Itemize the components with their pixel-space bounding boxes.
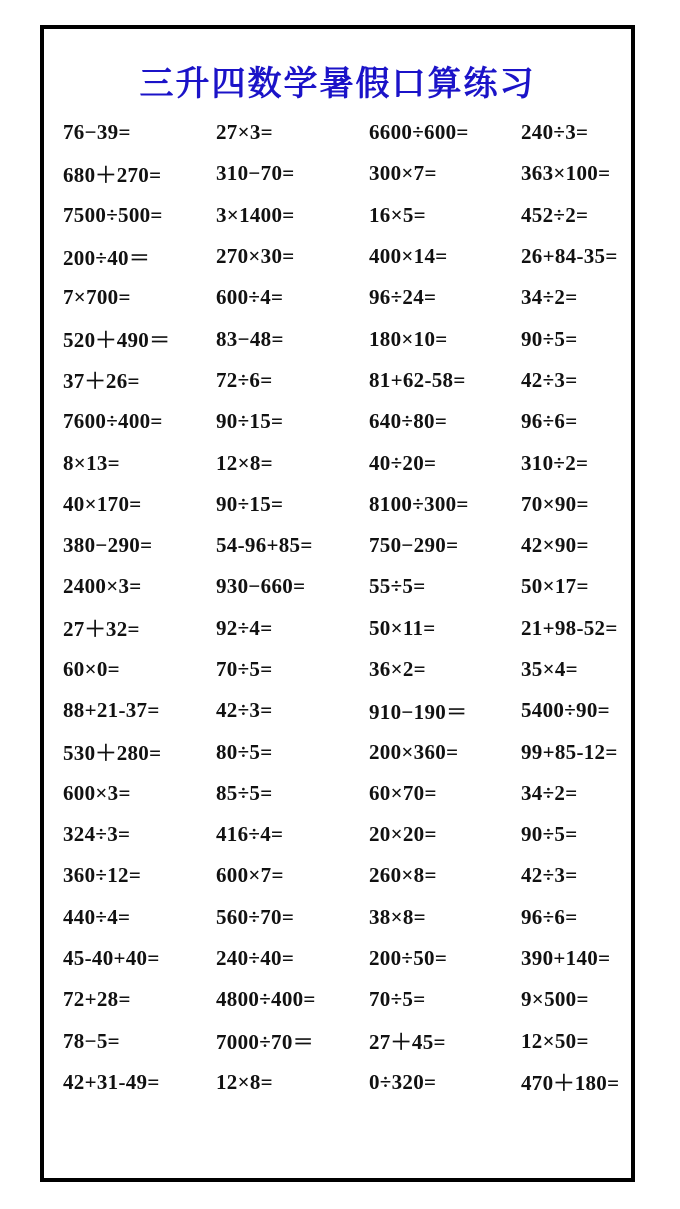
problem-cell: 530＋280= [63, 741, 162, 766]
problem-cell: 21+98-52= [521, 615, 618, 640]
problem-cell: 452÷2= [521, 202, 589, 227]
problem-cell: 80÷5= [216, 739, 273, 764]
problem-cell: 363×100= [521, 161, 611, 186]
problem-cell: 42×90= [521, 533, 589, 558]
problem-cell: 9×500= [521, 987, 589, 1012]
problem-cell: 60×0= [63, 657, 120, 681]
problem-cell: 12×50= [521, 1028, 589, 1053]
problem-cell: 40÷20= [369, 450, 437, 475]
problem-cell: 7600÷400= [63, 409, 163, 434]
problem-cell: 37＋26= [63, 369, 140, 394]
problem-cell: 300×7= [369, 161, 437, 186]
problem-cell: 12×8= [216, 1069, 273, 1094]
problem-cell: 36×2= [369, 657, 426, 681]
problem-cell: 27＋45= [369, 1030, 446, 1055]
problem-cell: 40×170= [63, 491, 142, 516]
problem-cell: 240÷3= [521, 120, 589, 145]
problem-cell: 34÷2= [521, 780, 578, 805]
problem-cell: 680＋270= [63, 162, 162, 187]
problem-cell: 260×8= [369, 863, 437, 888]
problem-cell: 390+140= [521, 946, 611, 971]
problem-cell: 380−290= [63, 533, 153, 558]
problem-cell: 8100÷300= [369, 491, 469, 516]
problem-cell: 70÷5= [216, 657, 273, 681]
problem-cell: 200÷40＝ [63, 245, 151, 270]
problem-cell: 20×20= [369, 822, 437, 847]
problem-cell: 35×4= [521, 657, 578, 681]
problem-cell: 520＋490＝ [63, 328, 171, 353]
problem-cell: 640÷80= [369, 409, 448, 434]
problem-cell: 600×3= [63, 780, 131, 805]
problem-cell: 240÷40= [216, 946, 295, 971]
problem-cell: 42+31-49= [63, 1069, 160, 1094]
problem-cell: 42÷3= [216, 698, 273, 723]
problem-cell: 60×70= [369, 780, 437, 805]
problem-cell: 3×1400= [216, 202, 295, 227]
problem-cell: 600÷4= [216, 285, 284, 310]
problem-cell: 42÷3= [521, 367, 578, 392]
problem-cell: 0÷320= [369, 1069, 437, 1094]
problem-cell: 400×14= [369, 244, 448, 269]
problem-cell: 90÷5= [521, 822, 578, 847]
problem-cell: 7×700= [63, 285, 131, 310]
problem-cell: 50×11= [369, 615, 436, 640]
problem-cell: 70×90= [521, 491, 589, 516]
problem-cell: 4800÷400= [216, 987, 316, 1012]
problem-cell: 70÷5= [369, 987, 426, 1012]
worksheet-title: 三升四数学暑假口算练习 [139, 66, 536, 103]
problem-cell: 560÷70= [216, 904, 295, 929]
problem-cell: 2400×3= [63, 574, 142, 599]
problem-cell: 750−290= [369, 533, 459, 558]
problem-cell: 910−190＝ [369, 699, 468, 724]
problem-cell: 78−5= [63, 1028, 120, 1053]
problem-cell: 200÷50= [369, 946, 448, 971]
problems-grid [44, 112, 631, 1103]
problem-cell: 470＋180= [521, 1071, 620, 1096]
problem-cell: 85÷5= [216, 780, 273, 805]
problem-cell: 42÷3= [521, 863, 578, 888]
problem-cell: 26+84-35= [521, 244, 618, 269]
problem-cell: 324÷3= [63, 822, 131, 847]
problem-cell: 83−48= [216, 326, 284, 351]
problem-cell: 96÷6= [521, 904, 578, 929]
problem-cell: 8×13= [63, 450, 120, 475]
problem-cell: 270×30= [216, 244, 295, 269]
problem-cell: 76−39= [63, 120, 131, 145]
problem-cell: 55÷5= [369, 574, 426, 599]
problem-cell: 88+21-37= [63, 698, 160, 723]
problem-cell: 50×17= [521, 574, 589, 599]
problem-cell: 27×3= [216, 120, 273, 145]
problem-cell: 200×360= [369, 739, 459, 764]
problem-cell: 38×8= [369, 904, 426, 929]
problem-cell: 90÷15= [216, 491, 284, 516]
problem-cell: 72÷6= [216, 367, 273, 392]
problem-cell: 12×8= [216, 450, 273, 475]
problem-cell: 7500÷500= [63, 202, 163, 227]
problem-cell: 310−70= [216, 161, 295, 186]
problem-cell: 310÷2= [521, 450, 589, 475]
problem-cell: 27＋32= [63, 617, 140, 642]
problem-cell: 92÷4= [216, 615, 273, 640]
problem-cell: 96÷6= [521, 409, 578, 434]
problem-cell: 34÷2= [521, 285, 578, 310]
problem-cell: 360÷12= [63, 863, 142, 888]
problem-cell: 81+62-58= [369, 367, 466, 392]
problem-cell: 600×7= [216, 863, 284, 888]
problem-cell: 180×10= [369, 326, 448, 351]
problem-cell: 99+85-12= [521, 739, 618, 764]
problem-cell: 72+28= [63, 987, 131, 1012]
problem-cell: 16×5= [369, 202, 426, 227]
problem-cell: 90÷15= [216, 409, 284, 434]
problem-cell: 96÷24= [369, 285, 437, 310]
problem-cell: 54-96+85= [216, 533, 313, 558]
problem-cell: 6600÷600= [369, 120, 469, 145]
worksheet-border [40, 25, 635, 1182]
problem-cell: 930−660= [216, 574, 306, 599]
problem-cell: 7000÷70＝ [216, 1030, 314, 1055]
problem-cell: 45-40+40= [63, 946, 160, 971]
problem-cell: 90÷5= [521, 326, 578, 351]
problem-cell: 440÷4= [63, 904, 131, 929]
problem-cell: 416÷4= [216, 822, 284, 847]
problem-cell: 5400÷90= [521, 698, 610, 723]
